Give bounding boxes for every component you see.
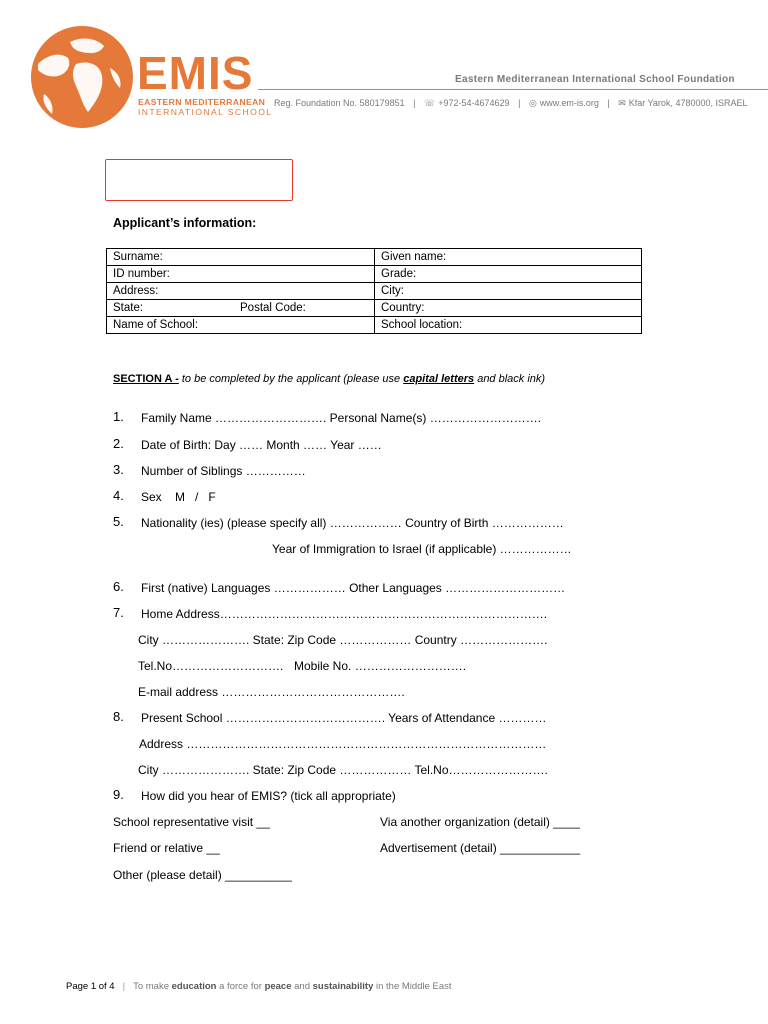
section-a-label: SECTION A - bbox=[113, 373, 179, 385]
question-email[interactable]: E-mail address ………………………………………. bbox=[138, 685, 405, 699]
question-mobile[interactable]: Mobile No. ………………………. bbox=[294, 659, 467, 673]
postal-address: Kfar Yarok, 4780000, ISRAEL bbox=[628, 98, 748, 108]
postal-code-label: Postal Code: bbox=[240, 302, 306, 314]
question-number: 7. bbox=[113, 605, 124, 620]
page-number: Page 1 of 4 bbox=[66, 981, 115, 992]
phone-icon: ☏ bbox=[423, 98, 436, 108]
school-name-field[interactable]: Name of School: bbox=[107, 317, 375, 334]
foundation-name: Eastern Mediterranean International School Foundation bbox=[455, 74, 735, 85]
address-field[interactable]: Address: bbox=[107, 283, 375, 300]
question-school-city-state-zip[interactable]: City …………………. State: Zip Code ……………… Tel.No……………………. bbox=[138, 763, 548, 777]
footer-text-2: a force for bbox=[216, 981, 265, 992]
question-number: 8. bbox=[113, 709, 124, 724]
question-date-of-birth[interactable]: Date of Birth: Day …… Month …… Year …… bbox=[141, 438, 382, 452]
contact-row bbox=[274, 98, 748, 109]
footer-text-1: To make bbox=[133, 981, 172, 992]
question-family-name[interactable]: Family Name ………………………. Personal Name(s) ………………………. bbox=[141, 411, 542, 425]
question-number: 5. bbox=[113, 514, 124, 529]
state-label: State: bbox=[113, 302, 144, 314]
question-number: 2. bbox=[113, 436, 124, 451]
state-postal-cell[interactable] bbox=[107, 300, 375, 317]
table-row bbox=[107, 283, 642, 300]
section-a-heading bbox=[113, 373, 545, 385]
table-row bbox=[107, 317, 642, 334]
question-present-school[interactable]: Present School …………………………………. Years of Attendance ………… bbox=[141, 711, 547, 725]
logo-subtitle-line1: EASTERN MEDITERRANEAN bbox=[138, 97, 266, 107]
footer-text-3: and bbox=[291, 981, 313, 992]
question-home-city-state-zip[interactable]: City …………………. State: Zip Code ……………… Country …………………. bbox=[138, 633, 548, 647]
registration-number: Reg. Foundation No. 580179851 bbox=[274, 98, 405, 108]
question-languages[interactable]: First (native) Languages ……………… Other Languages ………………………… bbox=[141, 581, 566, 595]
section-a-capital-letters: capital letters bbox=[403, 373, 475, 385]
question-sex[interactable]: Sex M / F bbox=[141, 490, 216, 504]
option-friend-relative[interactable]: Friend or relative __ bbox=[113, 841, 220, 855]
separator: | bbox=[122, 981, 126, 992]
header-divider bbox=[258, 89, 768, 90]
question-how-heard: How did you hear of EMIS? (tick all appropriate) bbox=[141, 789, 396, 803]
given-name-field[interactable]: Given name: bbox=[375, 249, 642, 266]
table-row bbox=[107, 249, 642, 266]
web-icon: ◎ bbox=[528, 98, 537, 108]
applicant-id-box[interactable] bbox=[105, 159, 293, 201]
section-a-instruction-1: to be completed by the applicant (please use bbox=[178, 373, 404, 385]
applicant-info-heading: Applicant’s information: bbox=[113, 216, 257, 230]
section-a-instruction-2: and black ink) bbox=[474, 373, 546, 385]
city-field[interactable]: City: bbox=[375, 283, 642, 300]
question-school-address[interactable]: Address ……………………………………………………………………………… bbox=[139, 737, 547, 751]
footer-bold-education: education bbox=[171, 981, 217, 992]
country-field[interactable]: Country: bbox=[375, 300, 642, 317]
logo-subtitle-line2: INTERNATIONAL SCHOOL bbox=[138, 107, 273, 117]
question-immigration-year[interactable]: Year of Immigration to Israel (if applicable) ……………… bbox=[272, 542, 572, 556]
question-siblings[interactable]: Number of Siblings …………… bbox=[141, 464, 306, 478]
option-another-organization[interactable]: Via another organization (detail) ____ bbox=[380, 815, 580, 829]
question-nationality[interactable]: Nationality (ies) (please specify all) ……………… Country of Birth ……………… bbox=[141, 516, 564, 530]
question-number: 9. bbox=[113, 787, 124, 802]
separator: | bbox=[607, 98, 610, 108]
table-row bbox=[107, 300, 642, 317]
phone-number: +972-54-4674629 bbox=[438, 98, 510, 108]
option-advertisement[interactable]: Advertisement (detail) ____________ bbox=[380, 841, 581, 855]
separator: | bbox=[518, 98, 521, 108]
question-number: 4. bbox=[113, 488, 124, 503]
logo-subtitle bbox=[138, 97, 272, 117]
page-footer bbox=[66, 981, 452, 992]
question-number: 3. bbox=[113, 462, 124, 477]
grade-field[interactable]: Grade: bbox=[375, 266, 642, 283]
mail-icon: ✉ bbox=[618, 98, 626, 108]
emis-globe-logo bbox=[30, 24, 134, 130]
option-other[interactable]: Other (please detail) __________ bbox=[113, 868, 292, 882]
question-home-tel[interactable]: Tel.No………………………. bbox=[138, 659, 284, 673]
question-number: 6. bbox=[113, 579, 124, 594]
question-home-address[interactable]: Home Address………………………………………………………………………. bbox=[141, 607, 548, 621]
applicant-info-table bbox=[106, 248, 642, 334]
surname-field[interactable]: Surname: bbox=[107, 249, 375, 266]
footer-bold-peace: peace bbox=[264, 981, 292, 992]
school-location-field[interactable]: School location: bbox=[375, 317, 642, 334]
option-school-representative[interactable]: School representative visit __ bbox=[113, 815, 270, 829]
footer-bold-sustainability: sustainability bbox=[312, 981, 374, 992]
question-number: 1. bbox=[113, 409, 124, 424]
footer-text-4: in the Middle East bbox=[373, 981, 452, 992]
emis-logo-text: EMIS bbox=[137, 47, 254, 99]
table-row bbox=[107, 266, 642, 283]
website-link[interactable]: www.em-is.org bbox=[539, 98, 599, 108]
separator: | bbox=[413, 98, 416, 108]
id-number-field[interactable]: ID number: bbox=[107, 266, 375, 283]
